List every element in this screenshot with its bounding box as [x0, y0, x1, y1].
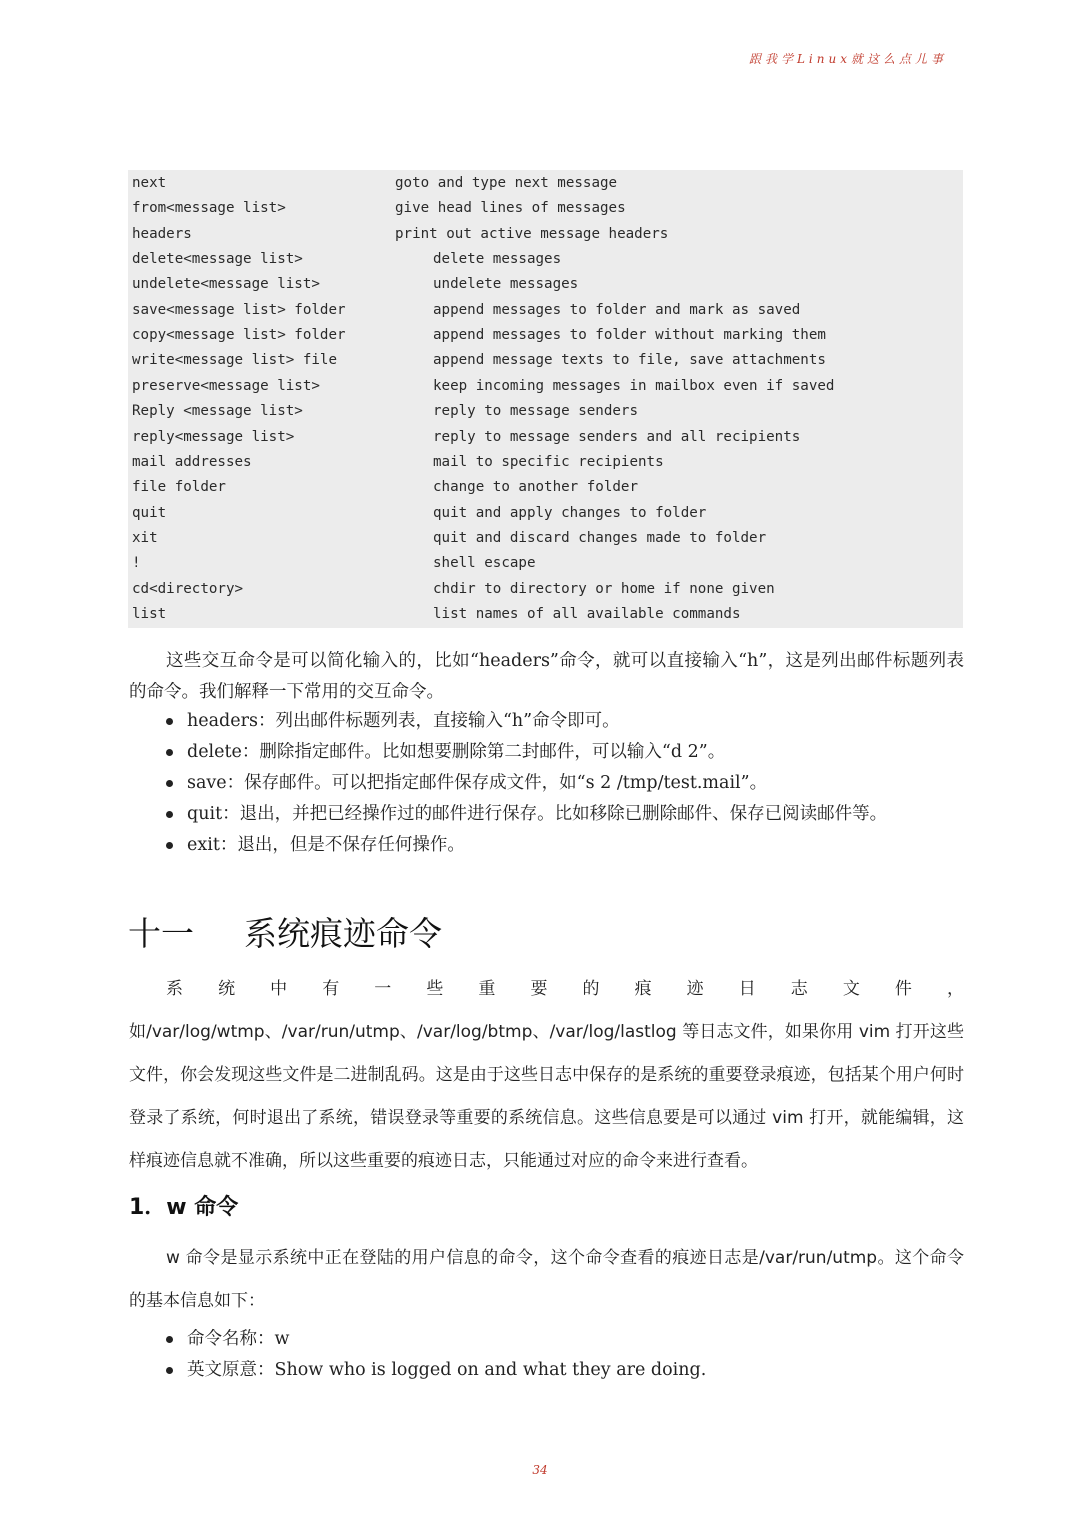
subsection-heading: 1．w 命令: [129, 1195, 239, 1220]
bullet-text: exit：退出，但是不保存任何操作。: [187, 835, 465, 855]
code-description: reply to message senders: [433, 403, 638, 420]
code-command: undelete<message list>: [132, 276, 320, 293]
bullet-dot-icon: [166, 780, 173, 787]
code-block: [128, 170, 963, 628]
code-command: next: [132, 175, 167, 191]
code-command: xit: [132, 529, 158, 546]
section-heading: [128, 908, 442, 955]
bullet-text: save：保存邮件。可以把指定邮件保存成文件，如“s 2 /tmp/test.mail”。: [187, 773, 768, 793]
code-description: list names of all available commands: [433, 605, 741, 622]
bullet-item: [166, 799, 887, 830]
bullet-text: delete：删除指定邮件。比如想要删除第二封邮件，可以输入“d 2”。: [187, 742, 726, 762]
bullet-dot-icon: [166, 749, 173, 756]
code-description: undelete messages: [433, 276, 579, 293]
code-command: preserve<message list>: [132, 377, 320, 394]
bullet-dot-icon: [166, 842, 173, 849]
w-command-paragraph: w 命令是显示系统中正在登陆的用户信息的命令，这个命令查看的痕迹日志是/var/run/utmp。这个命令的基本信息如下：: [129, 1248, 964, 1311]
code-description: chdir to directory or home if none given: [433, 580, 775, 597]
code-command: write<message list> file: [132, 352, 337, 369]
bullet-dot-icon: [166, 1336, 173, 1343]
bullet-text: headers：列出邮件标题列表，直接输入“h”命令即可。: [187, 711, 620, 731]
code-command: !: [132, 555, 141, 572]
code-command: copy<message list> folder: [132, 327, 346, 344]
bullet-item: [166, 706, 887, 737]
code-description: print out active message headers: [395, 225, 669, 242]
code-description: append messages to folder and mark as saved: [433, 301, 801, 318]
bullet-item: [166, 830, 887, 861]
code-description: give head lines of messages: [395, 200, 626, 217]
code-description: quit and discard changes made to folder: [433, 529, 767, 546]
w-info-bullet-list: [166, 1324, 706, 1386]
code-command: mail addresses: [132, 453, 252, 470]
section-title: 系统痕迹命令: [244, 914, 442, 953]
code-command: from<message list>: [132, 200, 286, 217]
code-description: change to another folder: [433, 479, 638, 496]
code-description: mail to specific recipients: [433, 453, 664, 470]
code-command: save<message list> folder: [132, 301, 346, 318]
bullet-dot-icon: [166, 718, 173, 725]
bullet-item: [166, 737, 887, 768]
bullet-text: 英文原意：Show who is logged on and what they are doing.: [187, 1360, 707, 1380]
code-description: reply to message senders and all recipients: [433, 428, 801, 445]
bullet-text: 命令名称：w: [187, 1329, 290, 1349]
code-command: delete<message list>: [132, 251, 303, 268]
code-command: headers: [132, 225, 192, 242]
code-command: Reply <message list>: [132, 403, 303, 420]
code-description: quit and apply changes to folder: [433, 504, 707, 521]
code-description: keep incoming messages in mailbox even if saved: [433, 377, 835, 394]
code-command: quit: [132, 504, 167, 521]
code-description: delete messages: [433, 251, 562, 268]
intro-paragraph: 这些交互命令是可以简化输入的，比如“headers”命令，就可以直接输入“h”，这是列出邮件标题列表的命令。我们解释一下常用的交互命令。: [129, 651, 964, 702]
bullet-dot-icon: [166, 1367, 173, 1374]
code-command: file folder: [132, 479, 226, 496]
section-paragraph: 系统中有一些重要的痕迹日志文件，如/var/log/wtmp、/var/run/utmp、/var/log/btmp、/var/log/lastlog 等日志文件，如果你用 vim 打开这些文件，你会发现这些文件是二进制乱码。这是由于这些日志中保存的是系统的重要登录痕迹，包括某个用户何时登录了系统，何时退出了系统，错误登录等重要的系统信息。这些信息要是可以通过 vim 打开，就能编辑，这样痕迹信息就不准确，所以这些重要的痕迹日志，只能通过对应的命令来进行查看。: [129, 979, 964, 1171]
code-description: append messages to folder without marking them: [433, 327, 826, 344]
bullet-text: quit：退出，并把已经操作过的邮件进行保存。比如移除已删除邮件、保存已阅读邮件等。: [187, 804, 888, 824]
code-description: shell escape: [433, 555, 536, 572]
bullet-item: [166, 1324, 706, 1355]
section-number: 十一: [128, 914, 194, 953]
bullet-item: [166, 768, 887, 799]
bullet-dot-icon: [166, 811, 173, 818]
code-description: append message texts to file, save attachments: [433, 352, 826, 369]
code-command: reply<message list>: [132, 428, 295, 445]
command-bullet-list: [166, 706, 887, 861]
bullet-item: [166, 1355, 706, 1386]
code-command: cd<directory>: [132, 580, 244, 597]
code-description: goto and type next message: [395, 175, 618, 191]
code-command: list: [132, 605, 167, 622]
page-number: 34: [532, 1463, 548, 1477]
page-header: 跟我学Linux就这么点儿事: [748, 52, 947, 66]
